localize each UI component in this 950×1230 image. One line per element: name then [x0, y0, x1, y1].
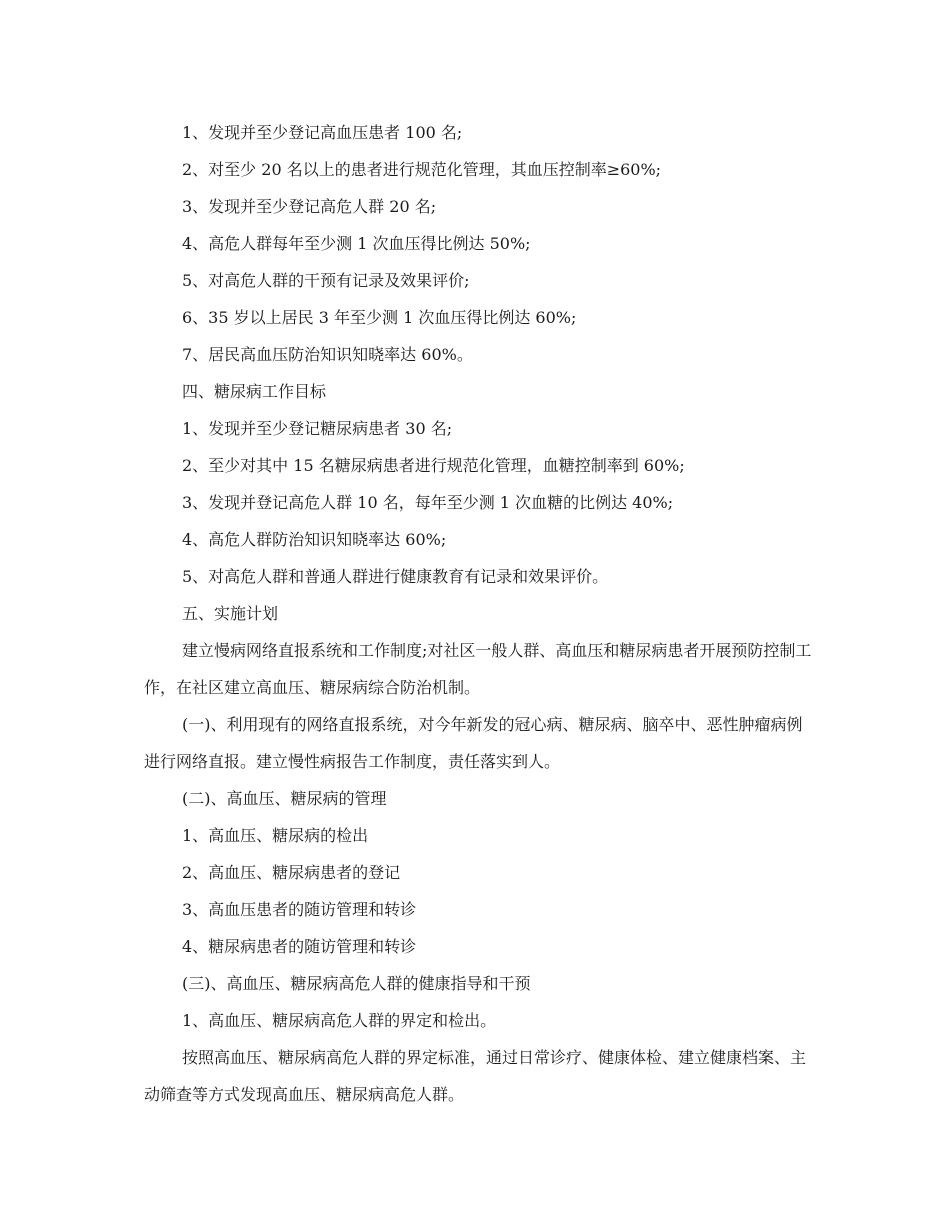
subheading-high-risk-guidance: (三)、高血压、糖尿病高危人群的健康指导和干预 — [182, 974, 531, 993]
list-item-htn-4: 4、高危人群每年至少测 1 次血压得比例达 50%; — [182, 234, 531, 253]
list-item-mgmt-1: 1、高血压、糖尿病的检出 — [182, 826, 369, 845]
list-item-dm-2: 2、至少对其中 15 名糖尿病患者进行规范化管理，血糖控制率到 60%; — [182, 456, 685, 475]
subheading-management: (二)、高血压、糖尿病的管理 — [182, 789, 387, 808]
list-item-dm-3: 3、发现并登记高危人群 10 名，每年至少测 1 次血糖的比例达 40%; — [182, 493, 674, 512]
list-item-htn-3: 3、发现并至少登记高危人群 20 名; — [182, 197, 437, 216]
list-item-htn-7: 7、居民高血压防治知识知晓率达 60%。 — [182, 345, 473, 364]
paragraph-network-reporting: (一)、利用现有的网络直报系统，对今年新发的冠心病、糖尿病、脑卒中、恶性肿瘤病例进行网络直报。建立慢性病报告工作制度，责任落实到人。 — [144, 715, 803, 771]
list-item-mgmt-2: 2、高血压、糖尿病患者的登记 — [182, 863, 401, 882]
list-item-dm-1: 1、发现并至少登记糖尿病患者 30 名; — [182, 419, 453, 438]
section-heading-implementation: 五、实施计划 — [182, 604, 279, 623]
section-heading-diabetes-goals: 四、糖尿病工作目标 — [182, 382, 327, 401]
list-item-high-risk-1: 1、高血压、糖尿病高危人群的界定和检出。 — [182, 1011, 497, 1030]
list-item-mgmt-4: 4、糖尿病患者的随访管理和转诊 — [182, 937, 417, 956]
list-item-dm-5: 5、对高危人群和普通人群进行健康教育有记录和效果评价。 — [182, 567, 609, 586]
paragraph-implementation-intro: 建立慢病网络直报系统和工作制度;对社区一般人群、高血压和糖尿病患者开展预防控制工作，在社区建立高血压、糖尿病综合防治机制。 — [144, 641, 812, 697]
list-item-htn-5: 5、对高危人群的干预有记录及效果评价; — [182, 271, 470, 290]
list-item-htn-2: 2、对至少 20 名以上的患者进行规范化管理，其血压控制率≥60%; — [182, 160, 662, 179]
list-item-htn-1: 1、发现并至少登记高血压患者 100 名; — [182, 123, 463, 142]
list-item-htn-6: 6、35 岁以上居民 3 年至少测 1 次血压得比例达 60%; — [182, 308, 577, 327]
paragraph-screening-methods: 按照高血压、糖尿病高危人群的界定标准，通过日常诊疗、健康体检、建立健康档案、主动筛查等方式发现高血压、糖尿病高危人群。 — [144, 1048, 807, 1104]
list-item-mgmt-3: 3、高血压患者的随访管理和转诊 — [182, 900, 417, 919]
list-item-dm-4: 4、高危人群防治知识知晓率达 60%; — [182, 530, 447, 549]
document-body — [144, 114, 814, 1113]
